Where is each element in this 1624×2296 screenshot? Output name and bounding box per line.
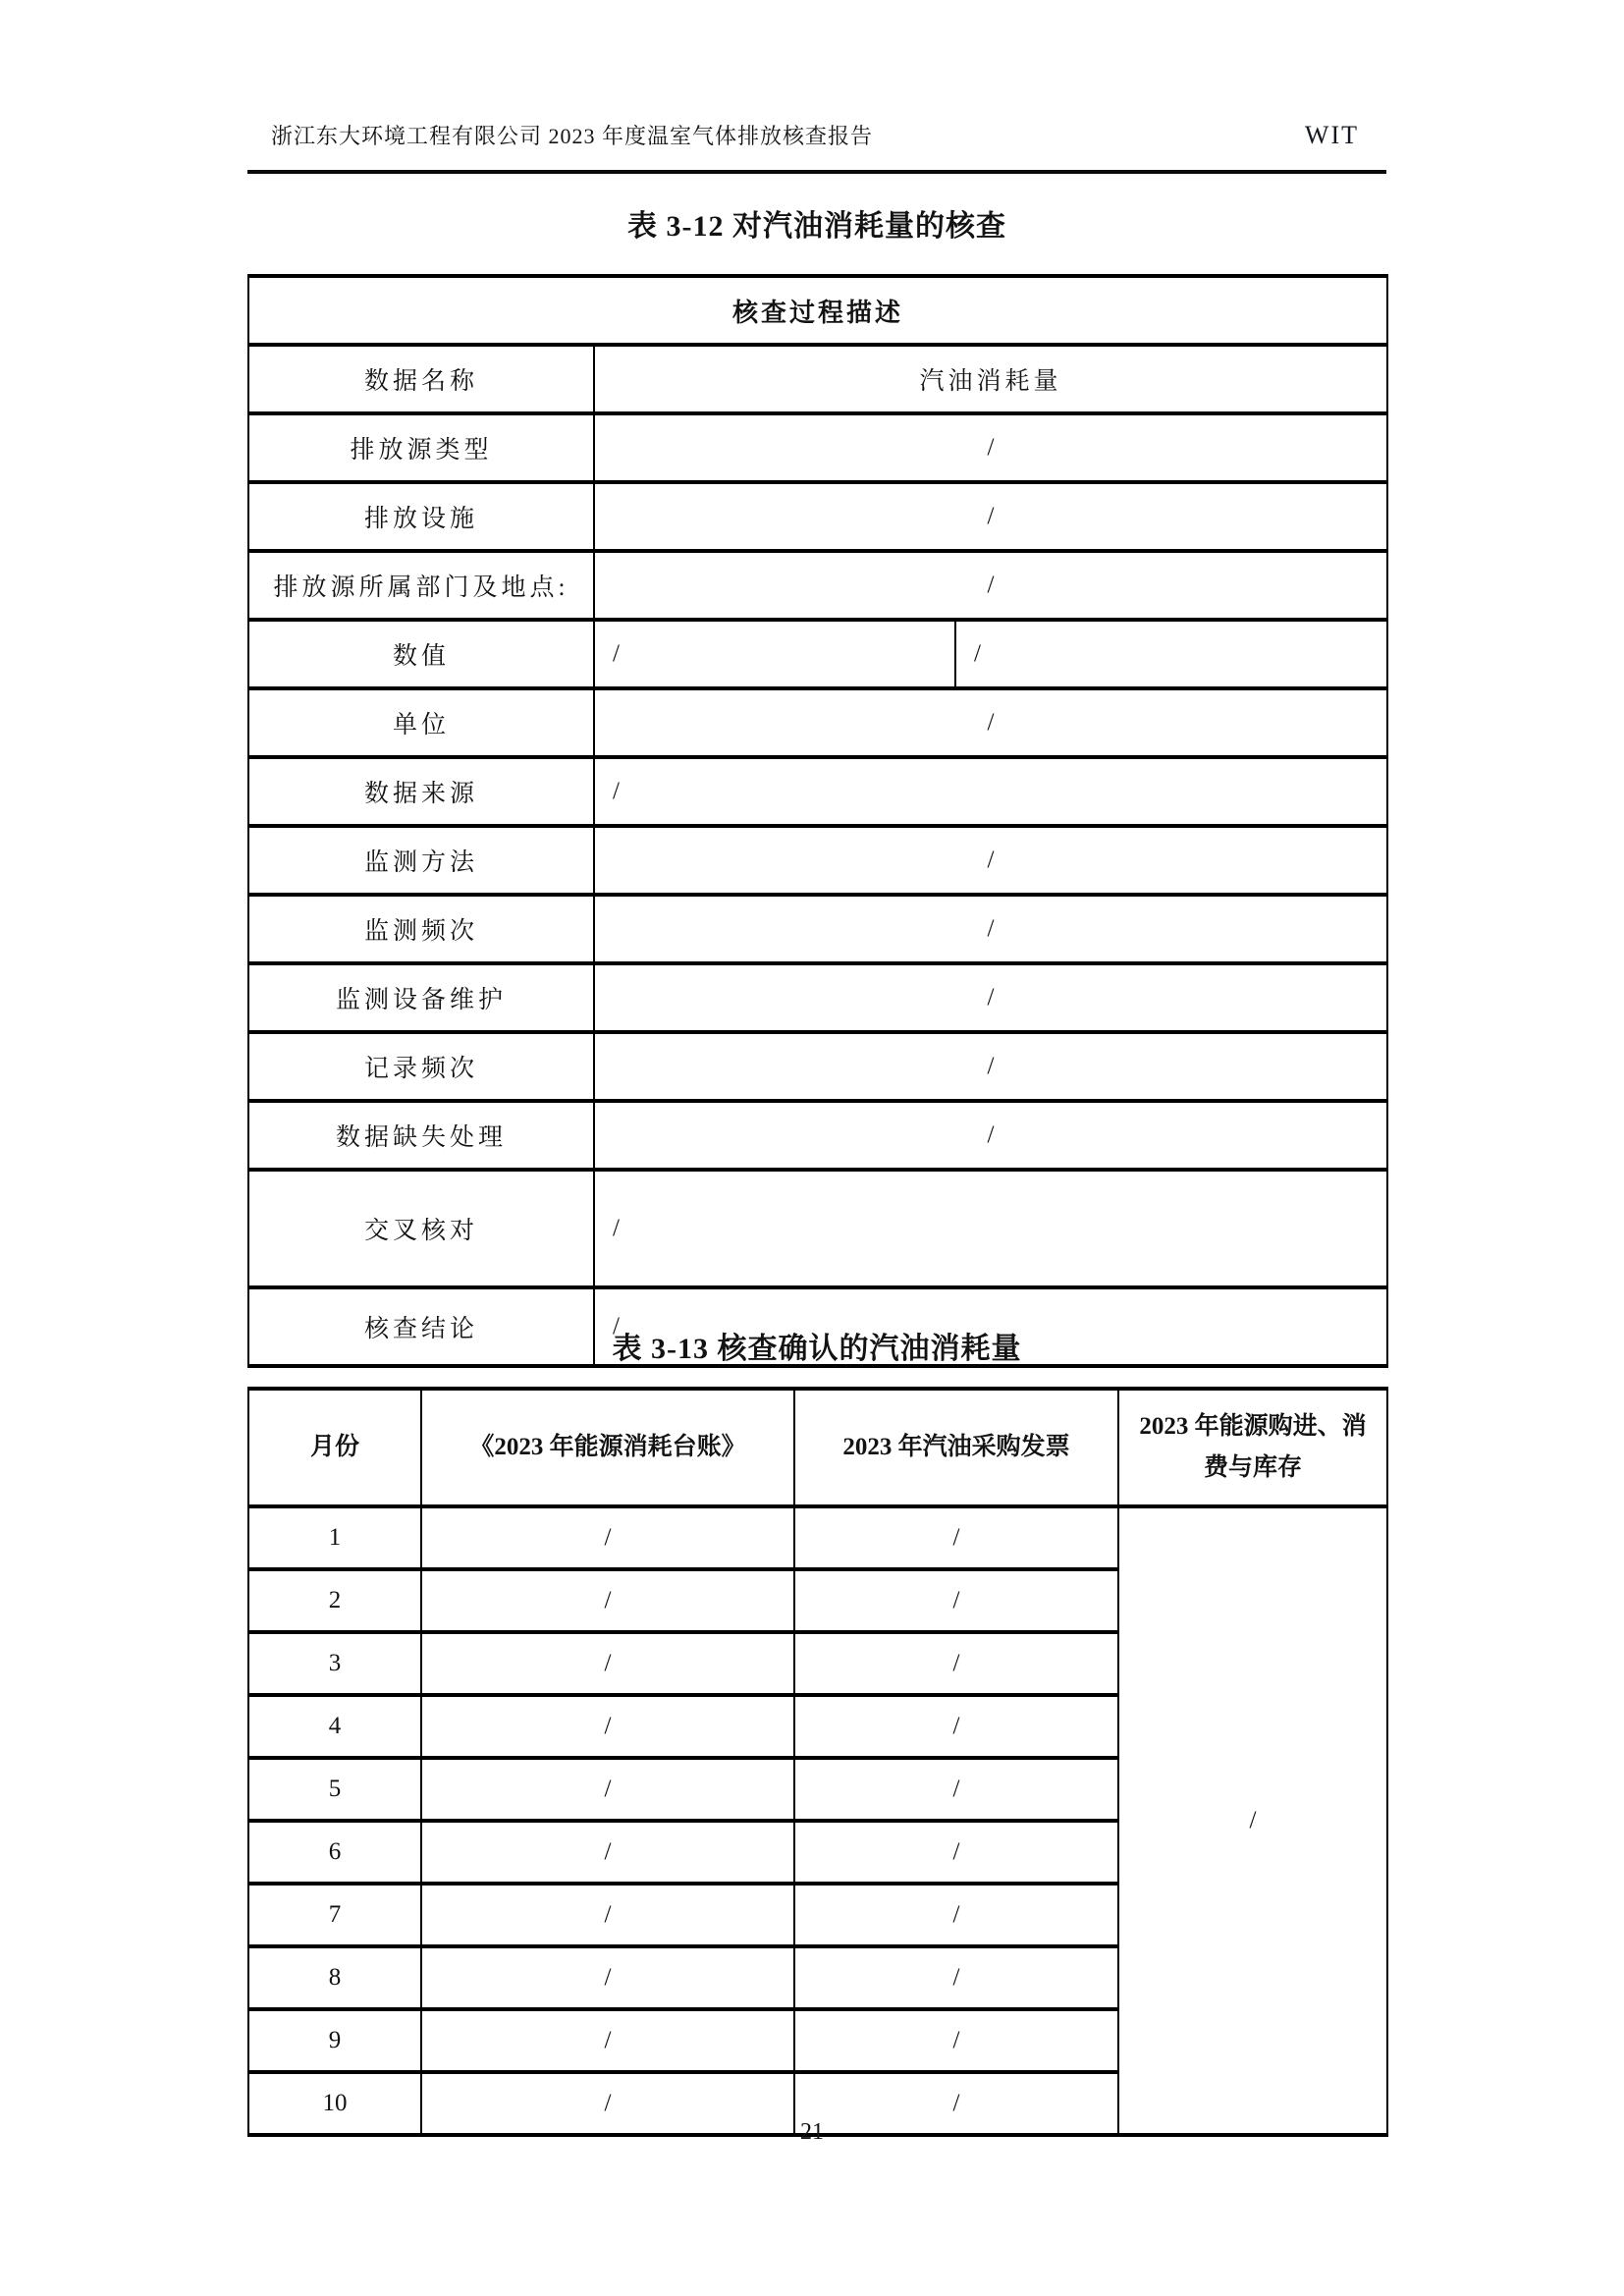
- ledger-cell: /: [421, 1632, 794, 1695]
- invoice-cell: /: [794, 2072, 1118, 2135]
- table-row: [248, 826, 1387, 895]
- table-row: [248, 620, 1387, 688]
- table-row: [248, 1170, 1387, 1287]
- month-cell: 7: [248, 1884, 421, 1946]
- wit-logo-text: WIT: [1304, 121, 1359, 149]
- ledger-cell: /: [421, 1884, 794, 1946]
- invoice-cell: /: [794, 2009, 1118, 2072]
- column-header-month: 月份: [248, 1389, 421, 1506]
- row-label: 数据来源: [248, 757, 594, 826]
- table-3-12: [247, 274, 1388, 1368]
- table-3-12-caption: 表 3-12 对汽油消耗量的核查: [627, 210, 1006, 243]
- page-header: [247, 120, 1386, 150]
- table-row: [248, 688, 1387, 757]
- table-header-row: [248, 1389, 1387, 1506]
- month-cell: 8: [248, 1946, 421, 2009]
- row-label: 记录频次: [248, 1032, 594, 1101]
- row-label: 监测频次: [248, 895, 594, 963]
- ledger-cell: /: [421, 1695, 794, 1758]
- month-cell: 4: [248, 1695, 421, 1758]
- table-row: [248, 345, 1387, 413]
- month-cell: 3: [248, 1632, 421, 1695]
- row-value: /: [955, 620, 1387, 688]
- row-value: /: [594, 963, 1387, 1032]
- ledger-cell: /: [421, 1506, 794, 1569]
- month-cell: 6: [248, 1821, 421, 1884]
- month-cell: 2: [248, 1569, 421, 1632]
- ledger-cell: /: [421, 1946, 794, 2009]
- month-cell: 1: [248, 1506, 421, 1569]
- column-header-invoice: 2023 年汽油采购发票: [794, 1389, 1118, 1506]
- row-label: 排放源所属部门及地点:: [248, 551, 594, 620]
- column-header-purchase-stock: 2023 年能源购进、消费与库存: [1118, 1389, 1387, 1506]
- ledger-cell: /: [421, 1569, 794, 1632]
- row-label: 数据名称: [248, 345, 594, 413]
- table-3-12-header-cell: 核查过程描述: [248, 276, 1387, 345]
- row-value: 汽油消耗量: [594, 345, 1387, 413]
- invoice-cell: /: [794, 1758, 1118, 1821]
- page-number: 21: [800, 2119, 824, 2145]
- row-value: /: [594, 826, 1387, 895]
- invoice-cell: /: [794, 1695, 1118, 1758]
- row-label: 排放源类型: [248, 413, 594, 482]
- invoice-cell: /: [794, 1569, 1118, 1632]
- row-label: 单位: [248, 688, 594, 757]
- table-row: [248, 895, 1387, 963]
- row-label: 交叉核对: [248, 1170, 594, 1287]
- invoice-cell: /: [794, 1821, 1118, 1884]
- invoice-cell: /: [794, 1884, 1118, 1946]
- row-label: 数据缺失处理: [248, 1101, 594, 1170]
- table-row: [248, 757, 1387, 826]
- table-3-13-caption: 表 3-13 核查确认的汽油消耗量: [612, 1333, 1022, 1365]
- ledger-cell: /: [421, 1758, 794, 1821]
- row-value: /: [594, 413, 1387, 482]
- table-row: [248, 551, 1387, 620]
- invoice-cell: /: [794, 1506, 1118, 1569]
- row-label: 排放设施: [248, 482, 594, 551]
- row-value: /: [594, 895, 1387, 963]
- row-value: /: [594, 688, 1387, 757]
- table-row: [248, 963, 1387, 1032]
- row-label: 核查结论: [248, 1287, 594, 1366]
- merged-purchase-stock-cell: /: [1118, 1506, 1387, 2135]
- table-row: [248, 1101, 1387, 1170]
- invoice-cell: /: [794, 1946, 1118, 2009]
- row-value: /: [594, 1287, 1387, 1366]
- table-3-13: [247, 1387, 1388, 2137]
- ledger-cell: /: [421, 1821, 794, 1884]
- row-value: /: [594, 757, 1387, 826]
- ledger-cell: /: [421, 2072, 794, 2135]
- row-label: 监测方法: [248, 826, 594, 895]
- report-title-text: 浙江东大环境工程有限公司 2023 年度温室气体排放核查报告: [271, 124, 874, 148]
- row-value: /: [594, 551, 1387, 620]
- month-cell: 5: [248, 1758, 421, 1821]
- row-value: /: [594, 482, 1387, 551]
- row-value: /: [594, 1101, 1387, 1170]
- table-row: [248, 1032, 1387, 1101]
- month-cell: 9: [248, 2009, 421, 2072]
- column-header-ledger: 《2023 年能源消耗台账》: [421, 1389, 794, 1506]
- row-value: /: [594, 620, 955, 688]
- row-value: /: [594, 1170, 1387, 1287]
- row-label: 数值: [248, 620, 594, 688]
- row-label: 监测设备维护: [248, 963, 594, 1032]
- table-row: [248, 413, 1387, 482]
- table-row: [248, 276, 1387, 345]
- header-divider: [247, 170, 1386, 174]
- invoice-cell: /: [794, 1632, 1118, 1695]
- row-value: /: [594, 1032, 1387, 1101]
- month-cell: 10: [248, 2072, 421, 2135]
- table-row: [248, 482, 1387, 551]
- ledger-cell: /: [421, 2009, 794, 2072]
- table-row: [248, 1506, 1387, 1569]
